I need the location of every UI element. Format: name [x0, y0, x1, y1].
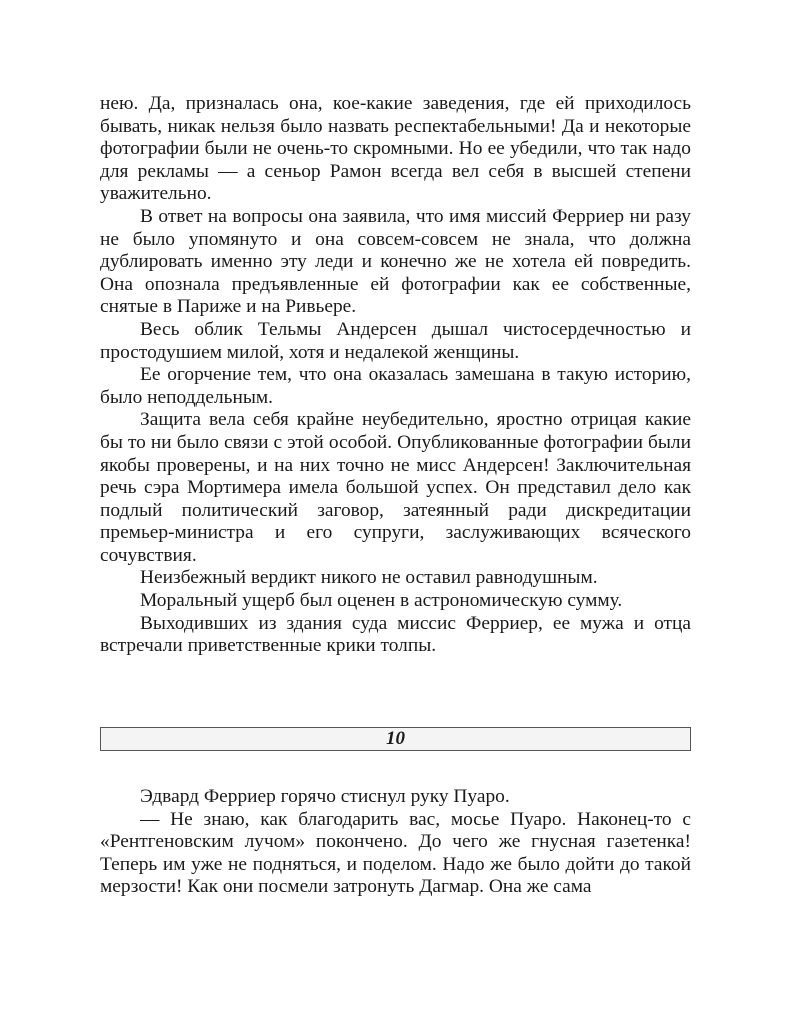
paragraph: Весь облик Тельмы Андерсен дышал чистосердечностью и простодушием милой, хотя и недалекой женщины. [100, 318, 691, 363]
paragraph: Неизбежный вердикт никого не оставил равнодушным. [140, 567, 598, 589]
paragraph: Защита вела себя крайне неубедительно, яростно отрицая какие бы то ни было связи с этой особой. Опубликованные фотографии были якобы проверены, и на них точно не мисс Андерсен! Заключительная речь сэра Мортимера имела большой успех. Он представил дело как подлый политический заговор, затеянный ради дискредитации премьер-министра и его супруги, заслуживающих всяческого сочувствия. [100, 409, 691, 566]
paragraph: В ответ на вопросы она заявила, что имя миссий Ферриер ни разу не было упомянуто и она совсем-совсем не знала, что должна дублировать именно эту леди и конечно же не хотела ей повредить. Она опознала предъявленные ей фотографии как ее собственные, снятые в Париже и на Ривьере. [100, 205, 691, 318]
paragraph: Ее огорчение тем, что она оказалась замешана в такую историю, было неподдельным. [100, 364, 691, 408]
paragraph: Эдвард Ферриер горячо стиснул руку Пуаро. [140, 786, 510, 807]
text-block-before-chapter [100, 93, 691, 658]
paragraph: — Не знаю, как благодарить вас, мосье Пуаро. Наконец-то с «Рентгеновским лучом» покончено. До чего же гнусная газетенка! Теперь им уже не подняться, и поделом. Надо же было дойти до такой мерзости! Как они посмели затронуть Дагмар. Она же сама [100, 808, 691, 898]
paragraph: Выходивших из здания суда миссис Ферриер, ее мужа и отца встречали приветственные крики толпы. [100, 612, 691, 657]
paragraph: Моральный ущерб был оценен в астрономическую сумму. [140, 590, 623, 612]
text-block-after-chapter [100, 786, 691, 899]
chapter-heading: 10 [100, 727, 691, 751]
paragraph: нею. Да, призналась она, кое-какие заведения, где ей приходилось бывать, никак нельзя было назвать респектабельными! Да и некоторые фотографии были не очень-то скромными. Но ее убедили, что так надо для рекламы — а сеньор Рамон всегда вел себя в высшей степени уважительно. [100, 93, 691, 205]
